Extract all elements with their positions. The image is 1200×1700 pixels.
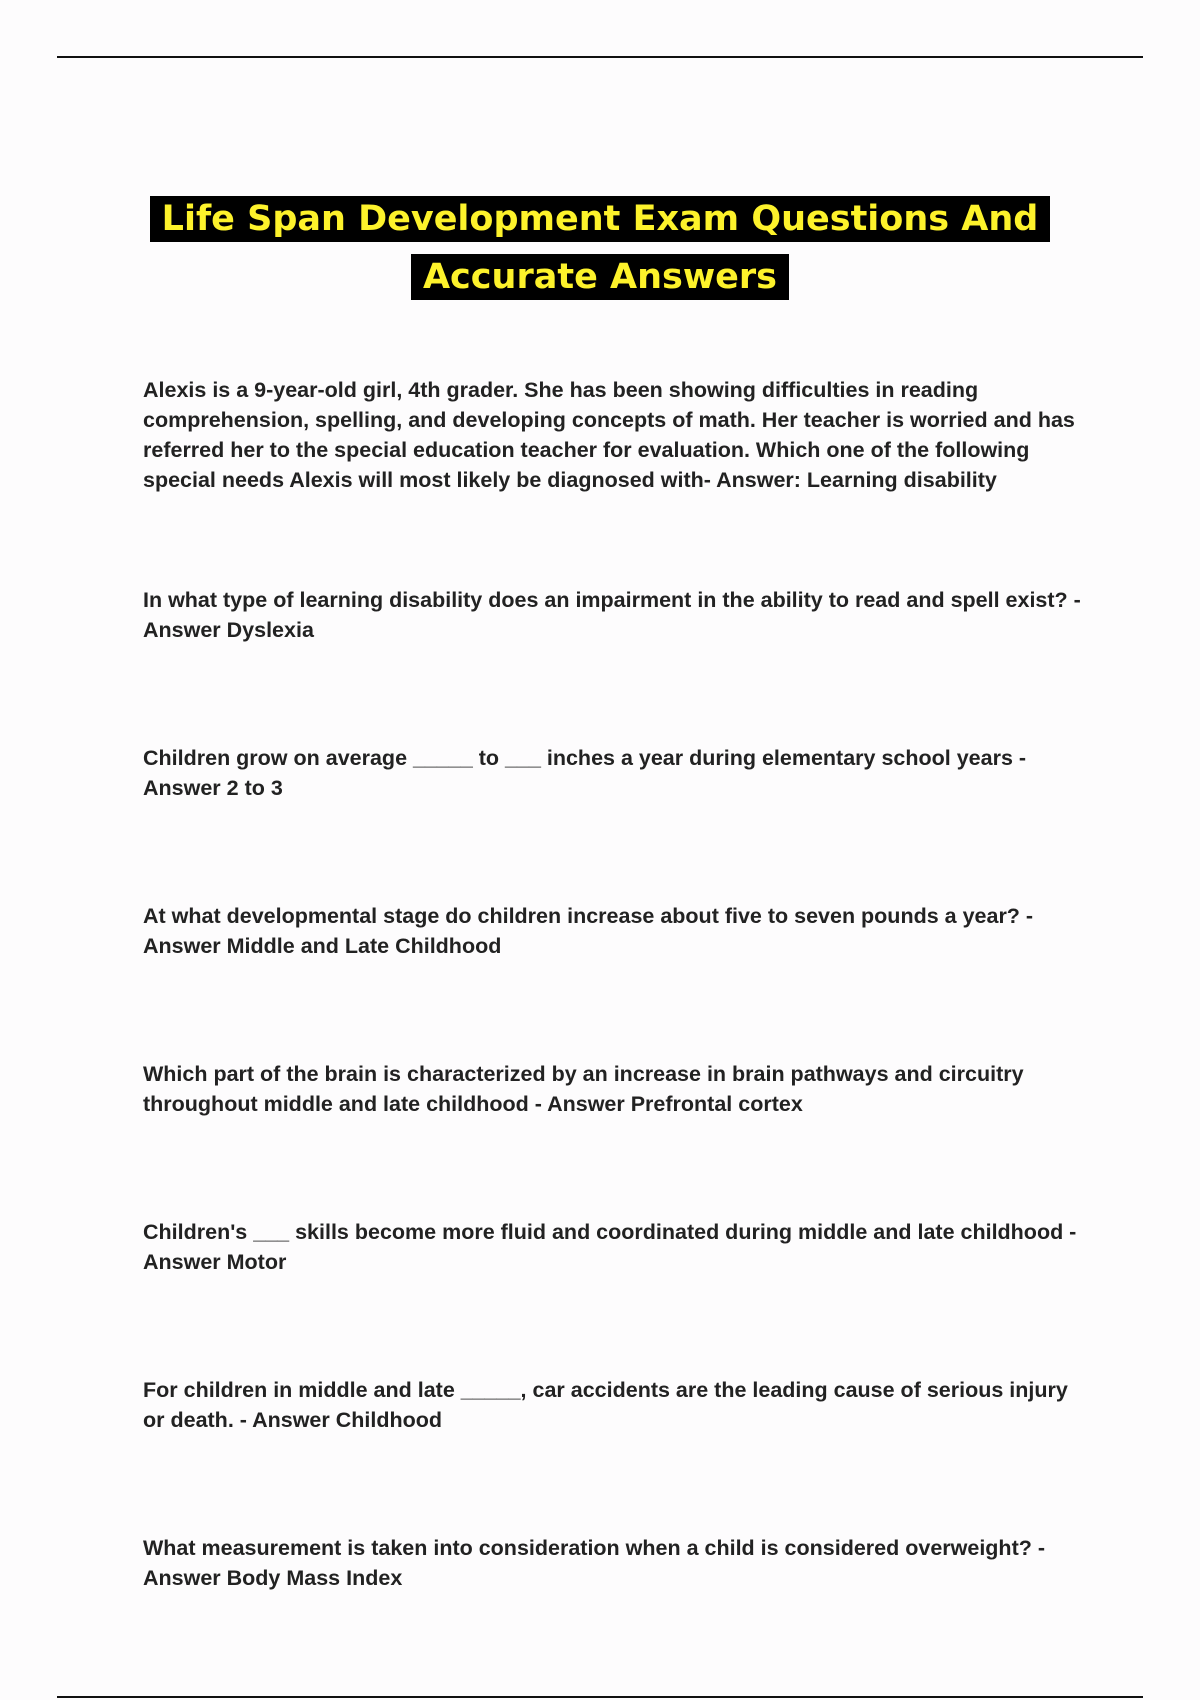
qa-item-3: Children grow on average _____ to ___ inches a year during elementary school years - Answer 2 to 3 — [143, 746, 1027, 800]
title-line-2: Accurate Answers — [411, 254, 789, 300]
qa-item-8: What measurement is taken into consideration when a child is considered overweight? - Answer Body Mass Index — [143, 1536, 1045, 1590]
question-answer-list — [143, 375, 1083, 1691]
qa-item-1: Alexis is a 9-year-old girl, 4th grader. She has been showing difficulties in reading comprehension, spelling, and developing concepts of math. Her teacher is worried and has referred her to the special education teacher for evaluation. Which one of the following special needs Alexis will most likely be diagnosed with- Answer: Learning disability — [143, 378, 1075, 492]
qa-item-5: Which part of the brain is characterized by an increase in brain pathways and circuitry throughout middle and late childhood - Answer Prefrontal cortex — [143, 1062, 1024, 1116]
qa-item-7: For children in middle and late _____, car accidents are the leading cause of serious injury or death. - Answer Childhood — [143, 1378, 1068, 1432]
title-line-1: Life Span Development Exam Questions And — [150, 196, 1051, 242]
qa-item-6: Children's ___ skills become more fluid and coordinated during middle and late childhood - Answer Motor — [143, 1220, 1077, 1274]
document-title — [0, 190, 1200, 306]
bottom-rule — [57, 1696, 1143, 1698]
top-rule — [57, 56, 1143, 58]
qa-item-2: In what type of learning disability does an impairment in the ability to read and spell exist? - Answer Dyslexia — [143, 588, 1081, 642]
qa-item-4: At what developmental stage do children increase about five to seven pounds a year? - Answer Middle and Late Childhood — [143, 904, 1034, 958]
